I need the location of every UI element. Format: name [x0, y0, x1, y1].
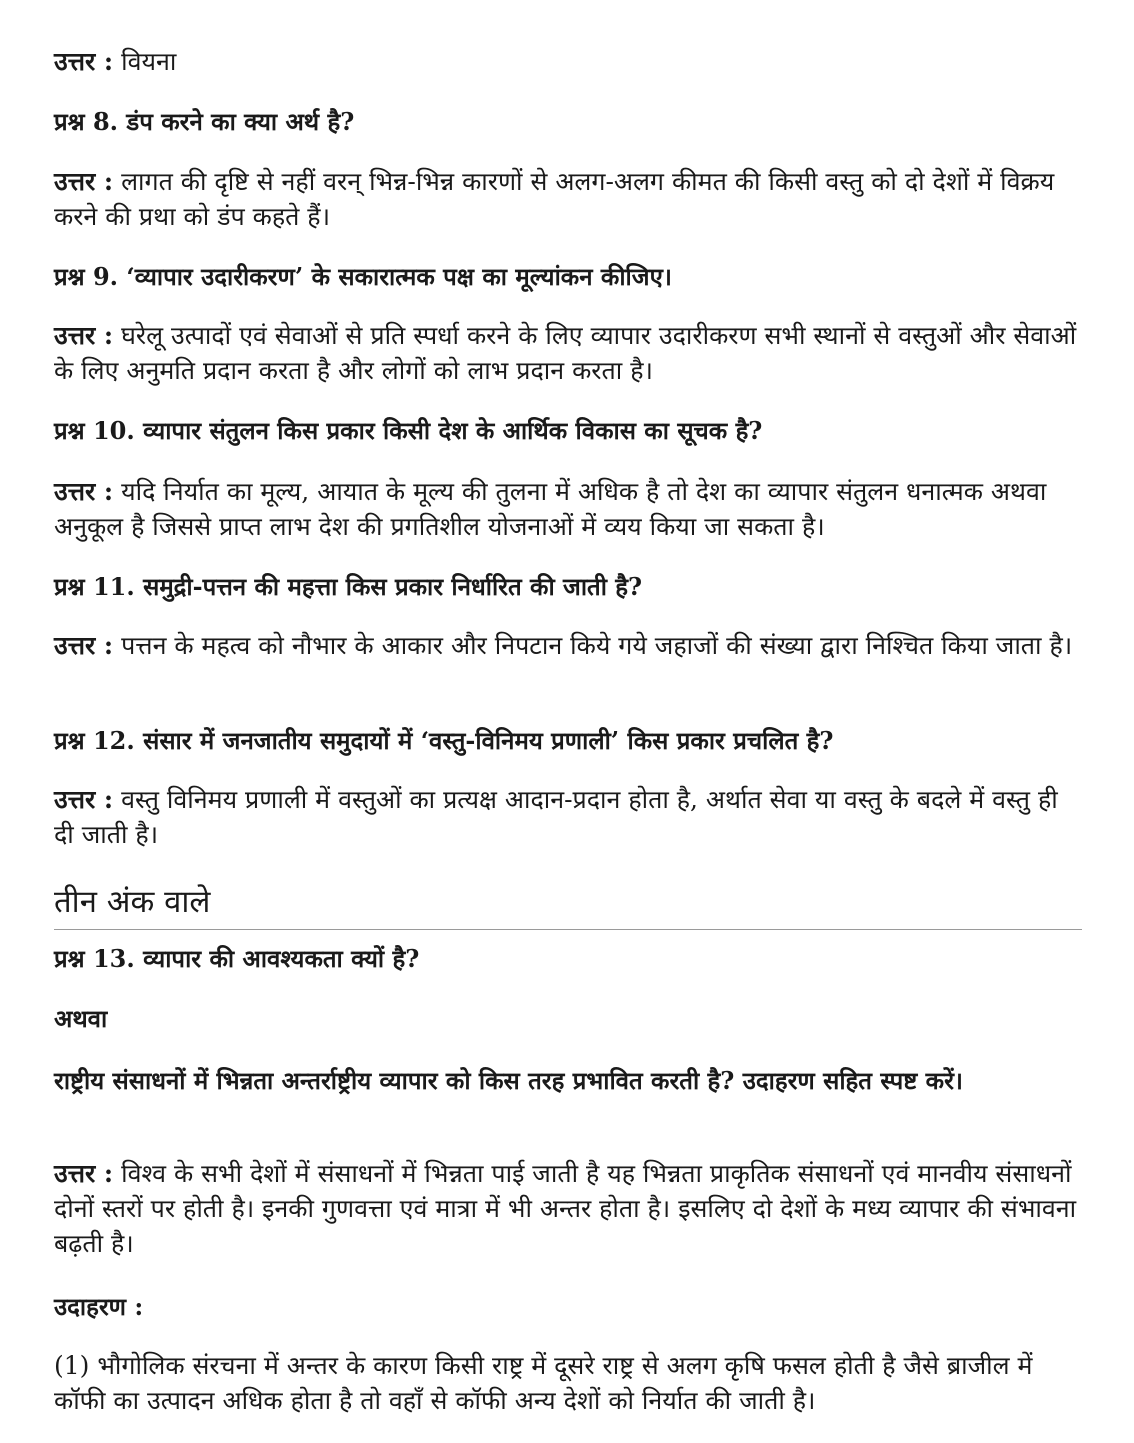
answer-label: उत्तर : — [54, 47, 114, 76]
question-10: प्रश्न 10. व्यापार संतुलन किस प्रकार किसी देश के आर्थिक विकास का सूचक है? — [54, 416, 763, 445]
answer-text: वियना — [121, 47, 177, 76]
section-title: तीन अंक वाले — [54, 884, 211, 920]
question-9: प्रश्न 9. ‘व्यापार उदारीकरण’ के सकारात्मक पक्ष का मूल्यांकन कीजिए। — [54, 262, 672, 291]
answer-text: विश्व के सभी देशों में संसाधनों में भिन्नता पाई जाती है यह भिन्नता प्राकृतिक संसाधनों एवं मानवीय संसाधनों दोनों स्तरों पर होती है। इनकी गुणवत्ता एवं मात्रा में भी अन्तर होता है। इसलिए दो देशों के मध्य व्यापार की संभावना बढ़ती है। — [54, 1159, 1077, 1258]
answer-12 — [54, 782, 1082, 852]
answer-label: उत्तर : — [54, 477, 114, 506]
answer-label: उत्तर : — [54, 1159, 114, 1188]
answer-text: वस्तु विनिमय प्रणाली में वस्तुओं का प्रत्यक्ष आदान-प्रदान होता है, अर्थात सेवा या वस्तु के बदले में वस्तु ही दी जाती है। — [54, 785, 1058, 849]
question-8: प्रश्न 8. डंप करने का क्या अर्थ है? — [54, 107, 355, 136]
answer-13 — [54, 1156, 1082, 1261]
or-label: अथवा — [54, 1004, 108, 1033]
example-label: उदाहरण : — [54, 1292, 144, 1321]
question-12: प्रश्न 12. संसार में जनजातीय समुदायों में ‘वस्तु-विनिमय प्रणाली’ किस प्रकार प्रचलित है? — [54, 726, 834, 755]
answer-9 — [54, 318, 1082, 388]
answer-text: घरेलू उत्पादों एवं सेवाओं से प्रति स्पर्धा करने के लिए व्यापार उदारीकरण सभी स्थानों से वस्तुओं और सेवाओं के लिए अनुमति प्रदान करता है और लोगों को लाभ प्रदान करता है। — [54, 321, 1077, 385]
example-1: (1) भौगोलिक संरचना में अन्तर के कारण किसी राष्ट्र में दूसरे राष्ट्र से अलग कृषि फसल होती है जैसे ब्राजील में कॉफी का उत्पादन अधिक होता है तो वहाँ से कॉफी अन्य देशों को निर्यात की जाती है। — [54, 1351, 1033, 1415]
question-13-alternate: राष्ट्रीय संसाधनों में भिन्नता अन्तर्राष्ट्रीय व्यापार को किस तरह प्रभावित करती है? उदाहरण सहित स्पष्ट करें। — [54, 1066, 964, 1095]
question-13: प्रश्न 13. व्यापार की आवश्यकता क्यों है? — [54, 944, 420, 973]
answer-11 — [54, 628, 1082, 663]
answer-label: उत्तर : — [54, 631, 114, 660]
answer-text: लागत की दृष्टि से नहीं वरन् भिन्न-भिन्न कारणों से अलग-अलग कीमत की किसी वस्तु को दो देशों में विक्रय करने की प्रथा को डंप कहते हैं। — [54, 167, 1055, 231]
section-divider — [54, 929, 1082, 930]
answer-text: पत्तन के महत्व को नौभार के आकार और निपटान किये गये जहाजों की संख्या द्वारा निश्चित किया जाता है। — [121, 631, 1073, 660]
answer-text: यदि निर्यात का मूल्य, आयात के मूल्य की तुलना में अधिक है तो देश का व्यापार संतुलन धनात्मक अथवा अनुकूल है जिससे प्राप्त लाभ देश की प्रगतिशील योजनाओं में व्यय किया जा सकता है। — [54, 477, 1047, 541]
question-11: प्रश्न 11. समुद्री-पत्तन की महत्ता किस प्रकार निर्धारित की जाती है? — [54, 572, 643, 601]
answer-label: उत्तर : — [54, 785, 114, 814]
answer-label: उत्तर : — [54, 321, 114, 350]
answer-8 — [54, 164, 1082, 234]
answer-10 — [54, 474, 1082, 544]
answer-7 — [54, 44, 1082, 79]
answer-label: उत्तर : — [54, 167, 114, 196]
